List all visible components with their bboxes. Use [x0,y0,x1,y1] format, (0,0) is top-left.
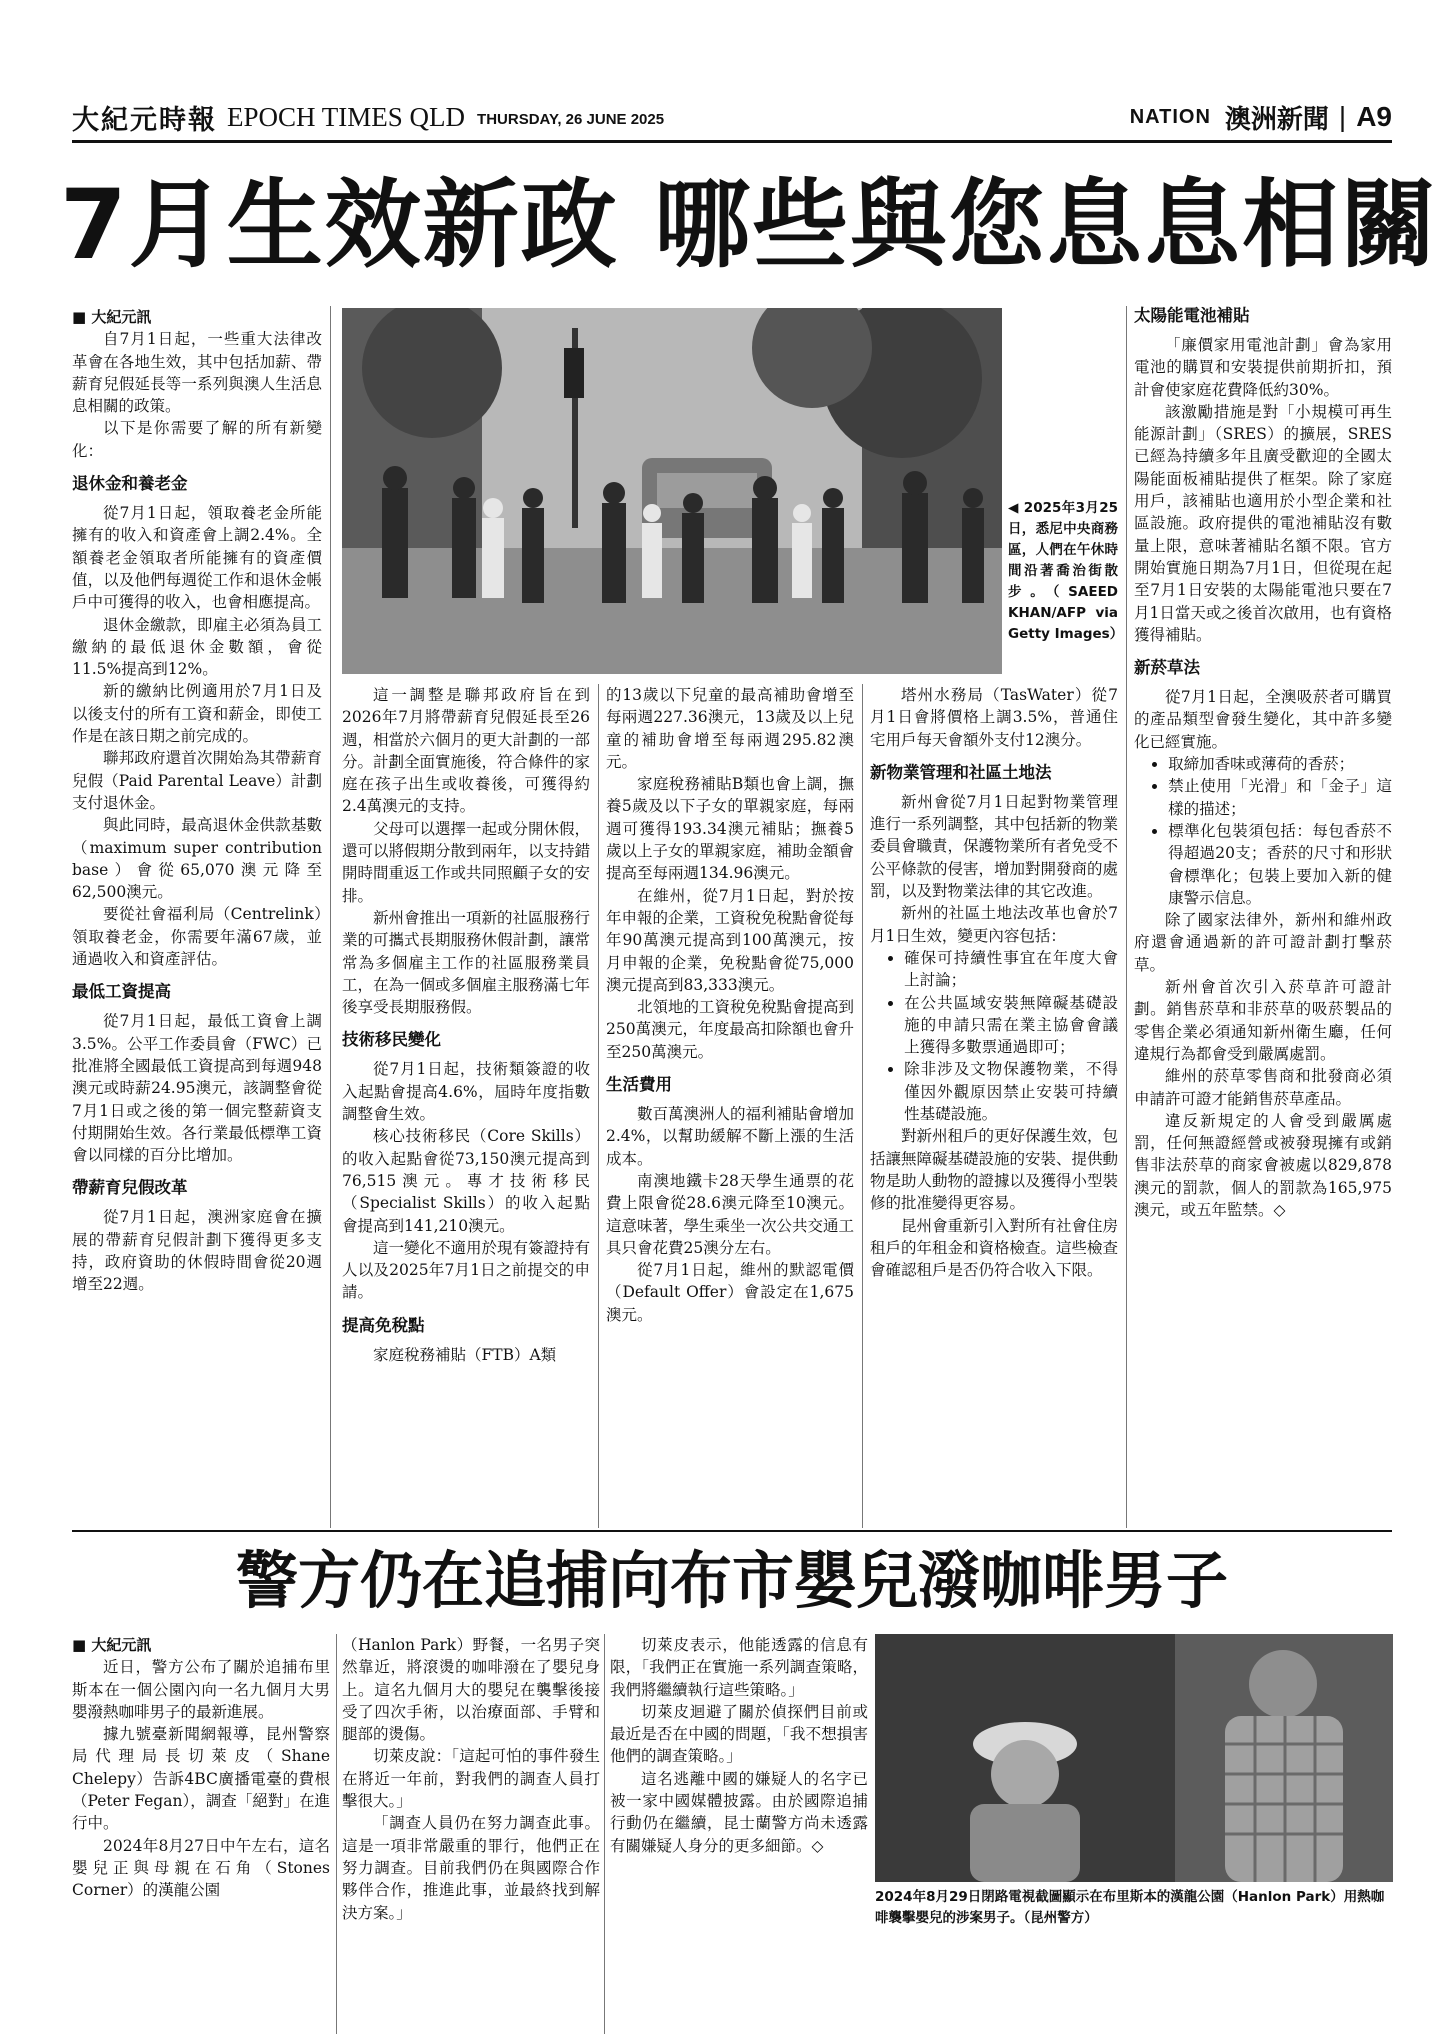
paragraph: 違反新規定的人會受到嚴厲處罰，任何無證經營或被發現擁有或銷售非法菸草的商家會被處以829,878澳元的罰款，個人的罰款為165,975澳元，或五年監禁。◇ [1134,1111,1392,1219]
paragraph: 「廉價家用電池計劃」會為家用電池的購買和安裝提供前期折扣，預計會使家庭花費降低約30%。 [1134,336,1392,399]
list-item: • 確保可持續性事宜在年度大會上討論； [904,947,1118,992]
subheading-tobacco-law: 新菸草法 [1134,658,1200,678]
masthead-right [1130,99,1392,136]
section-nation: NATION [1129,105,1211,128]
street-photo [342,308,1002,674]
cctv-photo [875,1634,1393,1882]
paragraph: 據九號臺新聞網報導，昆州警察局代理局長切萊皮（Shane Chelepy）告訴4BC廣播電臺的費根（Peter Fegan），調查「絕對」在進行中。 [72,1725,330,1833]
column-divider [598,684,599,1528]
article2-byline: ■ 大紀元訊 [72,1636,152,1654]
paragraph: 該激勵措施是對「小規模可再生能源計劃」（SRES）的擴展，SRES已經為持續多年且廣受歡迎的全國太陽能面板補貼提供了框架。除了家庭用戶，該補貼也適用於小型企業和社區設施。政府提供的電池補貼沒有數量上限，意味著補貼名額不限。官方開始實施日期為7月1日，但從現在起至7月1日安裝的太陽能電池只要在7月1日當天或之後首次啟用，也有資格獲得補貼。 [1134,402,1392,644]
paragraph: 塔州水務局（TasWater）從7月1日會將價格上調3.5%，普通住宅用戶每天會額外支付12澳分。 [870,686,1118,749]
subheading-tax-threshold: 提高免稅點 [342,1315,425,1335]
cctv-illustration [875,1634,1393,1882]
article2-column-3 [610,1634,868,2034]
column-divider [336,1634,337,2034]
article1-column-3 [606,684,854,1528]
column-divider [330,306,331,1528]
list-item: • 禁止使用「光滑」和「金子」這樣的描述； [1168,775,1392,820]
paragraph: 維州的菸草零售商和批發商必須申請許可證才能銷售菸草產品。 [1134,1067,1392,1108]
article1-headline: 7月生效新政 哪些與您息息相關 [60,169,1439,281]
article2-headline: 警方仍在追捕向布市嬰兒潑咖啡男子 [235,1544,1228,1617]
paragraph: 「調查人員仍在努力調查此事。這是一項非常嚴重的罪行，他們正在努力調查。目前我們仍在與國際合作夥伴合作，推進此事，並最終找到解決方案。」 [342,1814,600,1922]
column-divider [1126,306,1127,1528]
article1-column-5 [1134,300,1392,1528]
paragraph: 北領地的工資稅免稅點會提高到250萬澳元，年度最高扣除額也會升至250萬澳元。 [606,998,854,1061]
paragraph: 新州的社區土地法改革也會於7月1日生效，變更內容包括： [870,904,1118,945]
photo-caption: ◀ 2025年3月25日，悉尼中央商務區，人們在午休時間沿著喬治街散步。（SAEED KHAN/AFP via Getty Images） [1008,500,1124,642]
tobacco-change-list [1134,753,1392,909]
paragraph: 南澳地鐵卡28天學生通票的花費上限會從28.6澳元降至10澳元。這意味著，學生乘坐一次公共交通工具只會花費25澳分左右。 [606,1171,854,1257]
subheading-skilled-migration: 技術移民變化 [342,1030,441,1050]
top-rule [72,140,1392,143]
article2-column-1 [72,1634,330,2034]
paragraph: 切萊皮說：「這起可怕的事件發生在將近一年前，對我們的調查人員打擊很大。」 [342,1747,600,1811]
column-divider [604,1634,605,2034]
masthead [72,96,1392,138]
list-item: • 取締加香味或薄荷的香菸； [1168,753,1392,775]
paragraph: 這一變化不適用於現有簽證持有人以及2025年7月1日之前提交的申請。 [342,1238,590,1302]
cctv-caption: 2024年8月29日閉路電視截圖顯示在布里斯本的漢龍公園（Hanlon Park）用熱咖啡襲擊嬰兒的涉案男子。（昆州警方） [875,1889,1385,1926]
list-item: • 標準化包裝須包括：每包香菸不得超過20支；香菸的尺寸和形狀會標準化；包裝上要加入新的健康警示信息。 [1168,820,1392,909]
paragraph: 新州會從7月1日起對物業管理進行一系列調整，其中包括新的物業委員會職責，保護物業所有者免受不公平條款的侵害，增加對開發商的處罰，以及對物業法律的其它改進。 [870,792,1118,901]
page-number: A9 [1356,101,1392,132]
list-item: • 在公共區域安裝無障礙基礎設施的申請只需在業主協會會議上獲得多數票通過即可； [904,992,1118,1059]
column-divider [862,684,863,1528]
article1-byline: ■ 大紀元訊 [72,308,152,326]
paragraph: 退休金繳款，即雇主必須為員工繳納的最低退休金數額，會從11.5%提高到12%。 [72,615,322,679]
paragraph: 新的繳納比例適用於7月1日及以後支付的所有工資和薪金，即使工作是在該日期之前完成的。 [72,682,322,746]
paragraph: 在維州，從7月1日起，對於按年申報的企業，工資稅免稅點會從每年90萬澳元提高到100萬澳元，按月申報的企業，免稅點會從75,000澳元提高到83,333澳元。 [606,886,854,994]
subheading-cost-of-living: 生活費用 [606,1075,672,1095]
masthead-name: EPOCH TIMES QLD [227,101,466,132]
paragraph: 昆州會重新引入對所有社會住房租戶的年租金和資格檢查。這些檢查會確認租戶是否仍符合收入下限。 [870,1216,1118,1280]
section-rule [72,1530,1392,1532]
subheading-parental-leave: 帶薪育兒假改革 [72,1178,188,1198]
paragraph: 除了國家法律外，新州和維州政府還會通過新的許可證計劃打擊菸草。 [1134,911,1392,974]
section-name: 澳洲新聞 [1224,104,1329,135]
paragraph: 切萊皮表示，他能透露的信息有限，「我們正在實施一系列調查策略，我們將繼續執行這些策略。」 [610,1636,868,1699]
paragraph: 數百萬澳洲人的福利補貼會增加2.4%，以幫助緩解不斷上漲的生活成本。 [606,1105,854,1168]
paragraph: 近日，警方公布了關於追捕布里斯本在一個公園內向一名九個月大男嬰潑熱咖啡男子的最新進展。 [72,1658,330,1721]
paragraph: 核心技術移民（Core Skills）的收入起點會從73,150澳元提高到76,515澳元。專才技術移民（Specialist Skills）的收入起點會提高到141,210澳元。 [342,1127,590,1235]
paragraph: 家庭稅務補貼（FTB）A類 [373,1345,557,1364]
property-change-list [870,947,1118,1125]
article1-column-1 [72,306,322,1528]
subheading-property-law: 新物業管理和社區土地法 [870,762,1052,782]
paragraph: 的13歲以下兒童的最高補助會增至每兩週227.36澳元，13歲及以上兒童的補助會增至每兩週295.82澳元。 [606,686,854,771]
paragraph: （Hanlon Park）野餐，一名男子突然靠近，將滾燙的咖啡潑在了嬰兒身上。這名九個月大的嬰兒在襲擊後接受了四次手術，以治療面部、手臂和腿部的燙傷。 [342,1636,600,1744]
paragraph: 新州會推出一項新的社區服務行業的可攜式長期服務休假計劃，讓常常為多個雇主工作的社區服務業員工，在為一個或多個雇主服務滿七年後享受長期服務假。 [342,908,590,1017]
paragraph: 聯邦政府還首次開始為其帶薪育兒假（Paid Parental Leave）計劃支付退休金。 [72,749,322,812]
subheading-solar-battery: 太陽能電池補貼 [1134,306,1250,325]
article1-column-4 [870,684,1118,1528]
paragraph: 新州會首次引入菸草許可證計劃。銷售菸草和非菸草的吸菸製品的零售企業必須通知新州衛生廳，任何違規行為都會受到嚴厲處罰。 [1134,978,1392,1063]
street-scene-illustration [342,308,1002,674]
paragraph: 從7月1日起，維州的默認電價（Default Offer）會設定在1,675澳元。 [606,1261,854,1324]
paragraph: 與此同時，最高退休金供款基數（maximum super contribution base）會從65,070澳元降至62,500澳元。 [72,816,322,902]
paragraph: 從7月1日起，最低工資會上調3.5%。公平工作委員會（FWC）已批准將全國最低工資提高到每週948澳元或時薪24.95澳元，該調整會從7月1日或之後的第一個完整薪資支付期開始生效。各行業最低標準工資會以同樣的百分比增加。 [72,1012,322,1165]
paragraph: 從7月1日起，全澳吸菸者可購買的產品類型會發生變化，其中許多變化已經實施。 [1134,688,1392,751]
paragraph: 要從社會福利局（Centrelink）領取養老金，你需要年滿67歲，並通過收入和資產評估。 [72,905,322,969]
paragraph: 從7月1日起，領取養老金所能擁有的收入和資產會上調2.4%。全額養老金領取者所能擁有的資產價值，以及他們每週從工作和退休金帳戶中可獲得的收入，也會相應提高。 [72,504,322,612]
subheading-superannuation: 退休金和養老金 [72,474,188,494]
paragraph: 從7月1日起，澳洲家庭會在擴展的帶薪育兒假計劃下獲得更多支持，政府資助的休假時間會從20週增至22週。 [72,1208,322,1294]
subheading-minimum-wage: 最低工資提高 [72,982,171,1002]
article1-column-2 [342,684,590,1528]
paragraph: 這名逃離中國的嫌疑人的名字已被一家中國媒體披露。由於國際追捕行動仍在繼續，昆士蘭警方尚未透露有關嫌疑人身分的更多細節。◇ [610,1769,868,1855]
article2-column-2 [342,1634,600,2034]
section-separator: | [1338,101,1347,132]
paragraph: 自7月1日起，一些重大法律改革會在各地生效，其中包括加薪、帶薪育兒假延長等一系列與澳人生活息息相關的政策。 [72,330,322,416]
masthead-date: THURSDAY, 26 JUNE 2025 [477,111,665,128]
paragraph: 家庭稅務補貼B類也會上調，撫養5歲及以下子女的單親家庭，每兩週可獲得193.34澳元補貼；撫養5歲以上子女的單親家庭，補助金額會提高至每兩週134.96澳元。 [606,775,854,883]
paragraph: 2024年8月27日中午左右，這名嬰兒正與母親在石角（Stones Corner）的漢龍公園 [72,1836,330,1900]
paragraph: 從7月1日起，技術類簽證的收入起點會提高4.6%，屆時年度指數調整會生效。 [342,1060,590,1124]
paragraph: 父母可以選擇一起或分開休假，還可以將假期分散到兩年，以支持錯開時間重返工作或共同照顧子女的安排。 [342,819,590,905]
list-item: • 除非涉及文物保護物業，不得僅因外觀原因禁止安裝可持續性基礎設施。 [904,1058,1118,1125]
paragraph: 切萊皮迴避了關於偵探們目前或最近是否在中國的問題，「我不想損害他們的調查策略。」 [610,1702,868,1766]
paragraph: 這一調整是聯邦政府旨在到2026年7月將帶薪育兒假延長至26週，相當於六個月的更大計劃的一部分。計劃全面實施後，符合條件的家庭在孩子出生或收養後，可獲得約2.4萬澳元的支持。 [342,686,590,816]
masthead-logo: 大紀元時報 [72,104,217,136]
paragraph: 以下是你需要了解的所有新變化： [72,419,322,460]
paragraph: 對新州租戶的更好保護生效，包括讓無障礙基礎設施的安裝、提供動物是助人動物的證據以及獲得小型裝修的批准變得更容易。 [870,1127,1118,1213]
